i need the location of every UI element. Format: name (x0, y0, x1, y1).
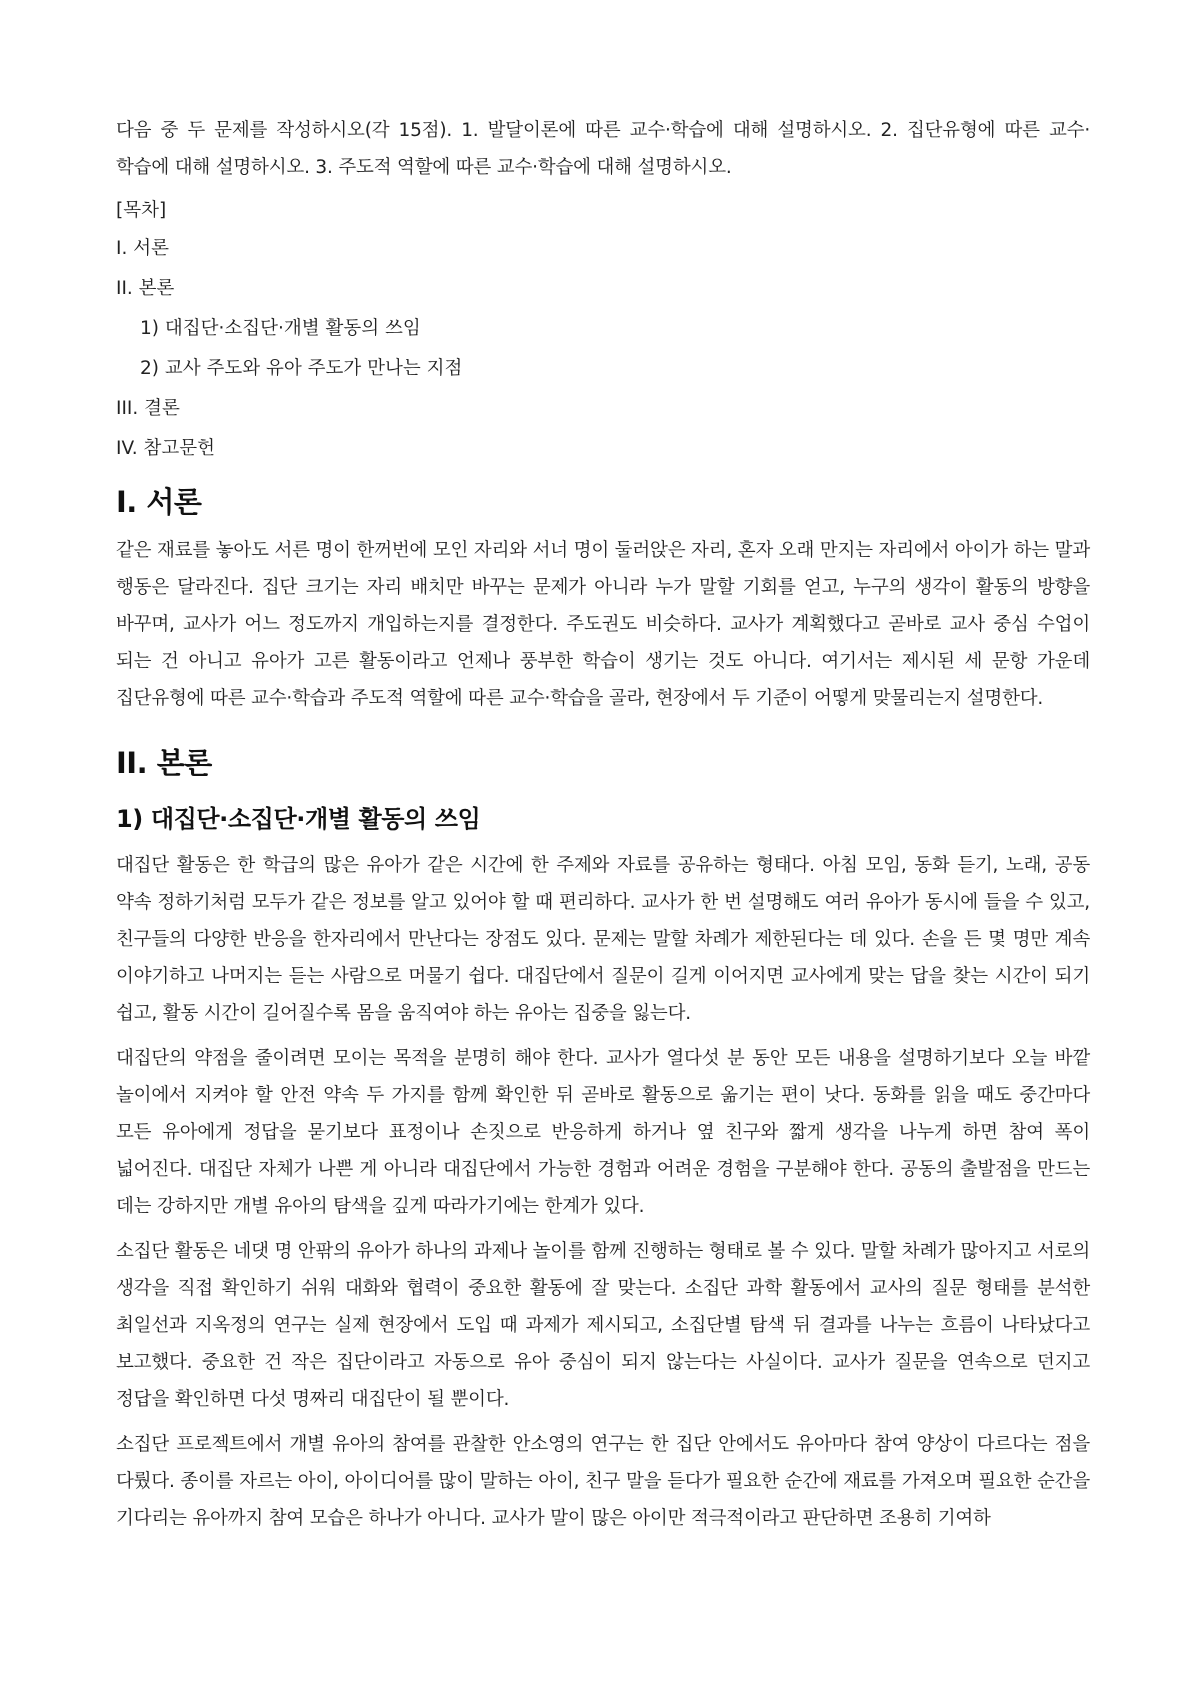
intro-paragraph: 같은 재료를 놓아도 서른 명이 한꺼번에 모인 자리와 서너 명이 둘러앉은 자리, 혼자 오래 만지는 자리에서 아이가 하는 말과 행동은 달라진다. 집단 크기는 자리 배치만 바꾸는 문제가 아니라 누가 말할 기회를 얻고, 누구의 생각이 활동의 방향을 바꾸며, 교사가 어느 정도까지 개입하는지를 결정한다. 주도권도 비슷하다. 교사가 계획했다고 곧바로 교사 중심 수업이 되는 건 아니고 유아가 고른 활동이라고 언제나 풍부한 학습이 생기는 것도 아니다. 여기서는 제시된 세 문항 가운데 집단유형에 따른 교수·학습과 주도적 역할에 따른 교수·학습을 골라, 현장에서 두 기준이 어떻게 맞물리는지 설명한다. (116, 540, 1090, 709)
toc-item-conclusion: III. 결론 (116, 398, 180, 419)
section-1-paragraph-1: 대집단 활동은 한 학급의 많은 유아가 같은 시간에 한 주제와 자료를 공유하는 형태다. 아침 모임, 동화 듣기, 노래, 공동 약속 정하기처럼 모두가 같은 정보를 알고 있어야 할 때 편리하다. 교사가 한 번 설명해도 여러 유아가 동시에 들을 수 있고, 친구들의 다양한 반응을 한자리에서 만난다는 장점도 있다. 문제는 말할 차례가 제한된다는 데 있다. 손을 든 몇 명만 계속 이야기하고 나머지는 듣는 사람으로 머물기 쉽다. 대집단에서 질문이 길게 이어지면 교사에게 맞는 답을 찾는 시간이 되기 쉽고, 활동 시간이 길어질수록 몸을 움직여야 하는 유아는 집중을 잃는다. (116, 855, 1090, 1024)
section-1-heading: 1) 대집단·소집단·개별 활동의 쓰임 (116, 805, 481, 833)
body-heading: II. 본론 (116, 746, 212, 780)
assignment-prompt: 다음 중 두 문제를 작성하시오(각 15점). 1. 발달이론에 따른 교수·학습에 대해 설명하시오. 2. 집단유형에 따른 교수·학습에 대해 설명하시오. 3. 주도적 역할에 따른 교수·학습에 대해 설명하시오. (116, 120, 1090, 178)
toc-label: [목차] (116, 200, 167, 221)
toc-item-intro: I. 서론 (116, 238, 169, 259)
document-content (116, 112, 1090, 1545)
toc-item-references: IV. 참고문헌 (116, 438, 215, 459)
toc-item-body: II. 본론 (116, 278, 175, 299)
toc-item-body-section-1: 1) 대집단·소집단·개별 활동의 쓰임 (140, 318, 421, 339)
section-1-paragraph-4: 소집단 프로젝트에서 개별 유아의 참여를 관찰한 안소영의 연구는 한 집단 안에서도 유아마다 참여 양상이 다르다는 점을 다뤘다. 종이를 자르는 아이, 아이디어를 많이 말하는 아이, 친구 말을 듣다가 필요한 순간에 재료를 가져오며 필요한 순간을 기다리는 유아까지 참여 모습은 하나가 아니다. 교사가 말이 많은 아이만 적극적이라고 판단하면 조용히 기여하 (116, 1434, 1090, 1529)
table-of-contents (116, 234, 1090, 464)
intro-heading: I. 서론 (116, 485, 202, 519)
toc-item-body-section-2: 2) 교사 주도와 유아 주도가 만나는 지점 (140, 358, 463, 379)
section-1-paragraph-2: 대집단의 약점을 줄이려면 모이는 목적을 분명히 해야 한다. 교사가 열다섯 분 동안 모든 내용을 설명하기보다 오늘 바깥 놀이에서 지켜야 할 안전 약속 두 가지를 함께 확인한 뒤 곧바로 활동으로 옮기는 편이 낫다. 동화를 읽을 때도 중간마다 모든 유아에게 정답을 묻기보다 표정이나 손짓으로 반응하게 하거나 옆 친구와 짧게 생각을 나누게 하면 참여 폭이 넓어진다. 대집단 자체가 나쁜 게 아니라 대집단에서 가능한 경험과 어려운 경험을 구분해야 한다. 공동의 출발점을 만드는 데는 강하지만 개별 유아의 탐색을 깊게 따라가기에는 한계가 있다. (116, 1048, 1090, 1217)
section-1-paragraph-3: 소집단 활동은 네댓 명 안팎의 유아가 하나의 과제나 놀이를 함께 진행하는 형태로 볼 수 있다. 말할 차례가 많아지고 서로의 생각을 직접 확인하기 쉬워 대화와 협력이 중요한 활동에 잘 맞는다. 소집단 과학 활동에서 교사의 질문 형태를 분석한 최일선과 지옥정의 연구는 실제 현장에서 도입 때 과제가 제시되고, 소집단별 탐색 뒤 결과를 나누는 흐름이 나타났다고 보고했다. 중요한 건 작은 집단이라고 자동으로 유아 중심이 되지 않는다는 사실이다. 교사가 질문을 연속으로 던지고 정답을 확인하면 다섯 명짜리 대집단이 될 뿐이다. (116, 1241, 1090, 1410)
